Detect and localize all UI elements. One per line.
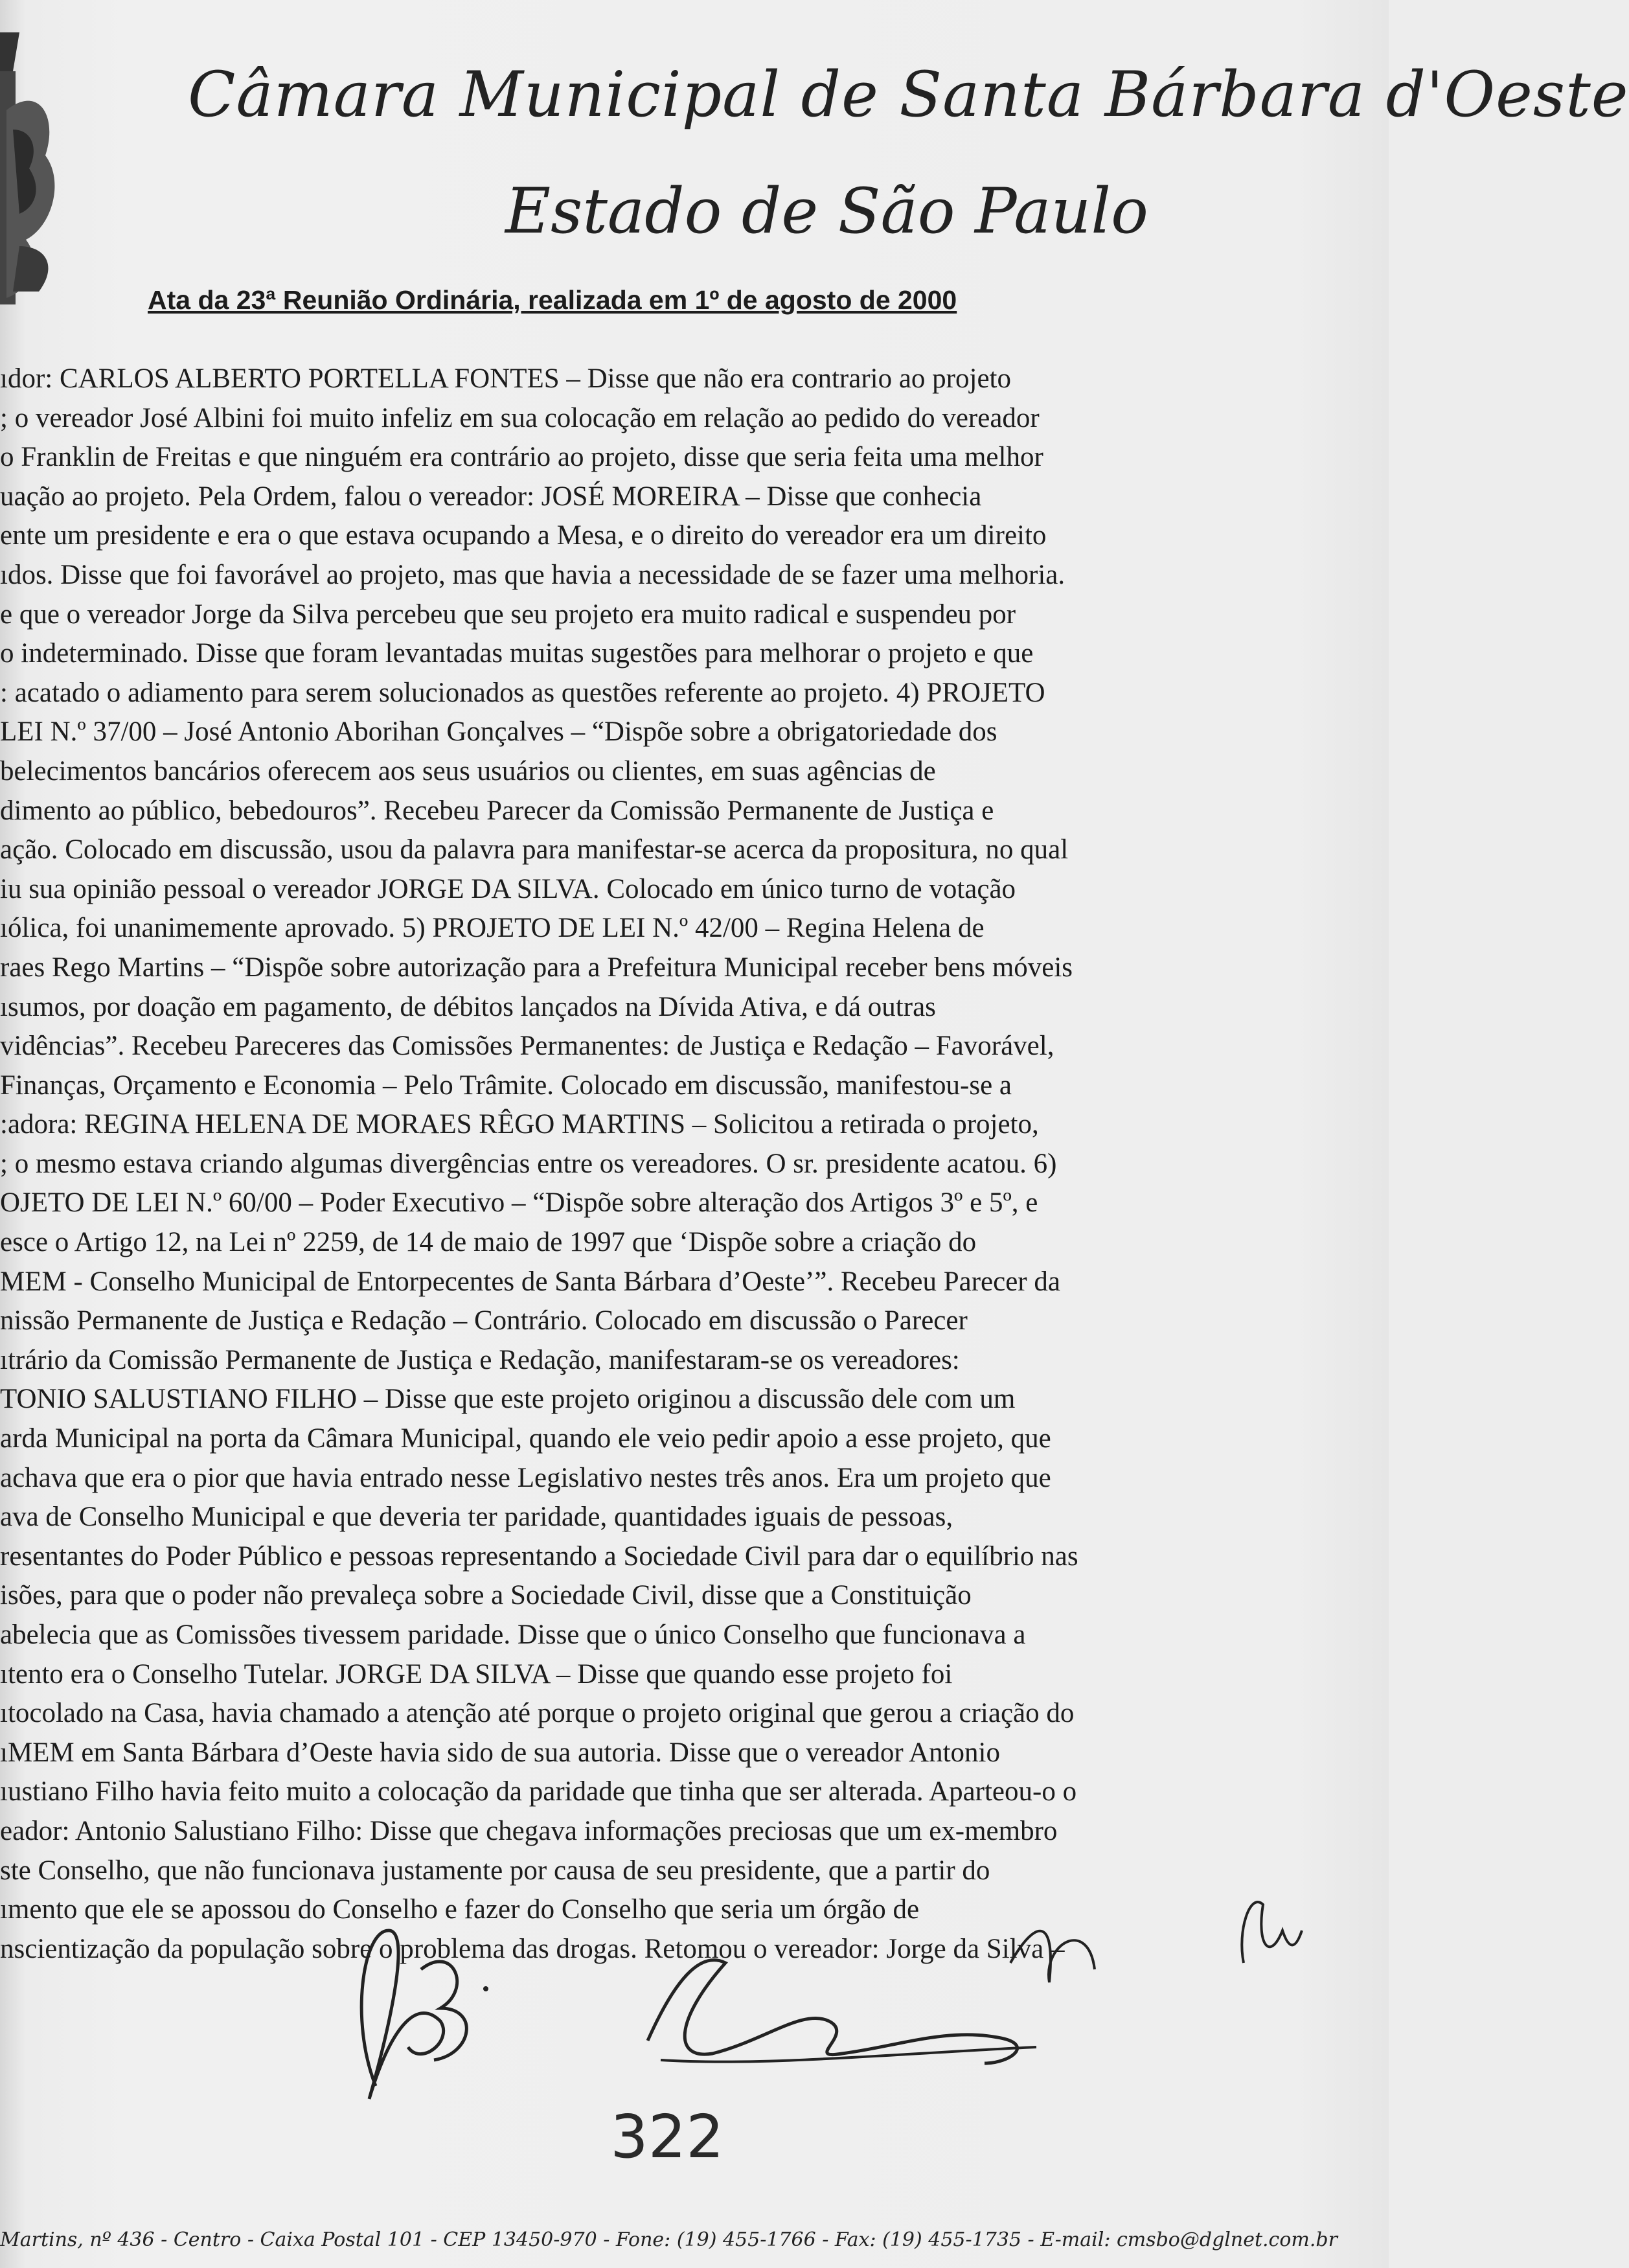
body-line: Finanças, Orçamento e Economia – Pelo Trâmite. Colocado em discussão, manifestou-se a <box>0 1070 1012 1101</box>
body-line: ıustiano Filho havia feito muito a colocação da paridade que tinha que ser alterada. Aparteou-o o <box>0 1776 1077 1807</box>
body-line: ; o mesmo estava criando algumas divergências entre os vereadores. O sr. presidente acatou. 6) <box>0 1148 1057 1179</box>
body-line: ıtrário da Comissão Permanente de Justiça e Redação, manifestaram-se os vereadores: <box>0 1344 960 1375</box>
body-line: LEI N.º 37/00 – José Antonio Aborihan Gonçalves – “Dispõe sobre a obrigatoriedade dos <box>0 716 997 748</box>
body-line: ; o vereador José Albini foi muito infeliz em sua colocação em relação ao pedido do vereador <box>0 402 1040 433</box>
body-line: e que o vereador Jorge da Silva percebeu que seu projeto era muito radical e suspendeu por <box>0 599 1016 630</box>
handwritten-signatures <box>311 1892 1412 2164</box>
institution-name: Câmara Municipal de Santa Bárbara d'Oeste <box>188 58 1629 131</box>
body-line: nissão Permanente de Justiça e Redação – Contrário. Colocado em discussão o Parecer <box>0 1305 968 1336</box>
body-line: :adora: REGINA HELENA DE MORAES RÊGO MARTINS – Solicitou a retirada o projeto, <box>0 1109 1039 1140</box>
institution-state: Estado de São Paulo <box>505 175 1148 247</box>
minutes-body <box>0 360 1263 1969</box>
body-line: o Franklin de Freitas e que ninguém era contrário ao projeto, disse que seria feita uma melhor <box>0 442 1043 473</box>
body-line: TONIO SALUSTIANO FILHO – Disse que este projeto originou a discussão dele com um <box>0 1384 1016 1415</box>
body-line: o indeterminado. Disse que foram levantadas muitas sugestões para melhorar o projeto e que <box>0 638 1034 669</box>
body-line: ıtento era o Conselho Tutelar. JORGE DA SILVA – Disse que quando esse projeto foi <box>0 1658 953 1690</box>
body-line: ıtocolado na Casa, havia chamado a atenção até porque o projeto original que gerou a criação do <box>0 1698 1075 1729</box>
body-line: esce o Artigo 12, na Lei nº 2259, de 14 de maio de 1997 que ‘Dispõe sobre a criação do <box>0 1227 977 1258</box>
body-line: MEM - Conselho Municipal de Entorpecentes de Santa Bárbara d’Oeste’”. Recebeu Parecer da <box>0 1266 1060 1297</box>
coat-of-arms-emblem <box>0 32 71 304</box>
page-number: 322 <box>610 2102 724 2171</box>
body-line: arda Municipal na porta da Câmara Municipal, quando ele veio pedir apoio a esse projeto, que <box>0 1423 1051 1454</box>
body-line: ação. Colocado em discussão, usou da palavra para manifestar-se acerca da propositura, no qual <box>0 834 1069 865</box>
body-line: raes Rego Martins – “Dispõe sobre autorização para a Prefeitura Municipal receber bens móveis <box>0 952 1073 983</box>
body-line: resentantes do Poder Público e pessoas representando a Sociedade Civil para dar o equilíbrio nas <box>0 1541 1078 1572</box>
body-line: nscientização da população sobre o problema das drogas. Retomou o vereador: Jorge da Silva – <box>0 1933 1065 1964</box>
body-line: achava que era o pior que havia entrado nesse Legislativo nestes três anos. Era um projeto que <box>0 1462 1051 1493</box>
body-line: isões, para que o poder não prevaleça sobre a Sociedade Civil, disse que a Constituição <box>0 1580 972 1611</box>
body-line: ava de Conselho Municipal e que deveria ter paridade, quantidades iguais de pessoas, <box>0 1502 953 1533</box>
body-line: ısumos, por doação em pagamento, de débitos lançados na Dívida Ativa, e dá outras <box>0 991 936 1022</box>
body-line: uação ao projeto. Pela Ordem, falou o vereador: JOSÉ MOREIRA – Disse que conhecia <box>0 481 982 512</box>
body-line: vidências”. Recebeu Pareceres das Comissões Permanentes: de Justiça e Redação – Favorável, <box>0 1031 1054 1062</box>
body-line: ente um presidente e era o que estava ocupando a Mesa, e o direito do vereador era um direito <box>0 520 1047 551</box>
body-line: ıdos. Disse que foi favorável ao projeto, mas que havia a necessidade de se fazer uma melhoria. <box>0 559 1065 590</box>
body-line: dimento ao público, bebedouros”. Recebeu Parecer da Comissão Permanente de Justiça e <box>0 795 994 826</box>
body-line: ımento que ele se apossou do Conselho e fazer do Conselho que seria um órgão de <box>0 1894 920 1925</box>
body-line: : acatado o adiamento para serem solucionados as questões referente ao projeto. 4) PROJETO <box>0 677 1045 708</box>
body-line: OJETO DE LEI N.º 60/00 – Poder Executivo – “Dispõe sobre alteração dos Artigos 3º e 5º, e <box>0 1187 1038 1219</box>
body-line: ıdor: CARLOS ALBERTO PORTELLA FONTES – Disse que não era contrario ao projeto <box>0 363 1011 394</box>
footer-address: Martins, nº 436 - Centro - Caixa Postal 101 - CEP 13450-970 - Fone: (19) 455-1766 - Fax: (19) 455-1735 - E-mail: cmsbo@dglnet.com.br <box>0 2228 1338 2251</box>
body-line: ste Conselho, que não funcionava justamente por causa de seu presidente, que a partir do <box>0 1855 990 1886</box>
body-line: iu sua opinião pessoal o vereador JORGE DA SILVA. Colocado em único turno de votação <box>0 873 1016 904</box>
body-line: abelecia que as Comissões tivessem paridade. Disse que o único Conselho que funcionava a <box>0 1620 1026 1650</box>
minutes-title: Ata da 23ª Reunião Ordinária, realizada em 1º de agosto de 2000 <box>148 285 957 315</box>
body-line: eador: Antonio Salustiano Filho: Disse que chegava informações preciosas que um ex-membro <box>0 1815 1058 1846</box>
body-line: ıMEM em Santa Bárbara d’Oeste havia sido de sua autoria. Disse que o vereador Antonio <box>0 1737 1000 1768</box>
body-line: belecimentos bancários oferecem aos seus usuários ou clientes, em suas agências de <box>0 755 936 786</box>
body-line: ıólica, foi unanimemente aprovado. 5) PROJETO DE LEI N.º 42/00 – Regina Helena de <box>0 913 985 944</box>
